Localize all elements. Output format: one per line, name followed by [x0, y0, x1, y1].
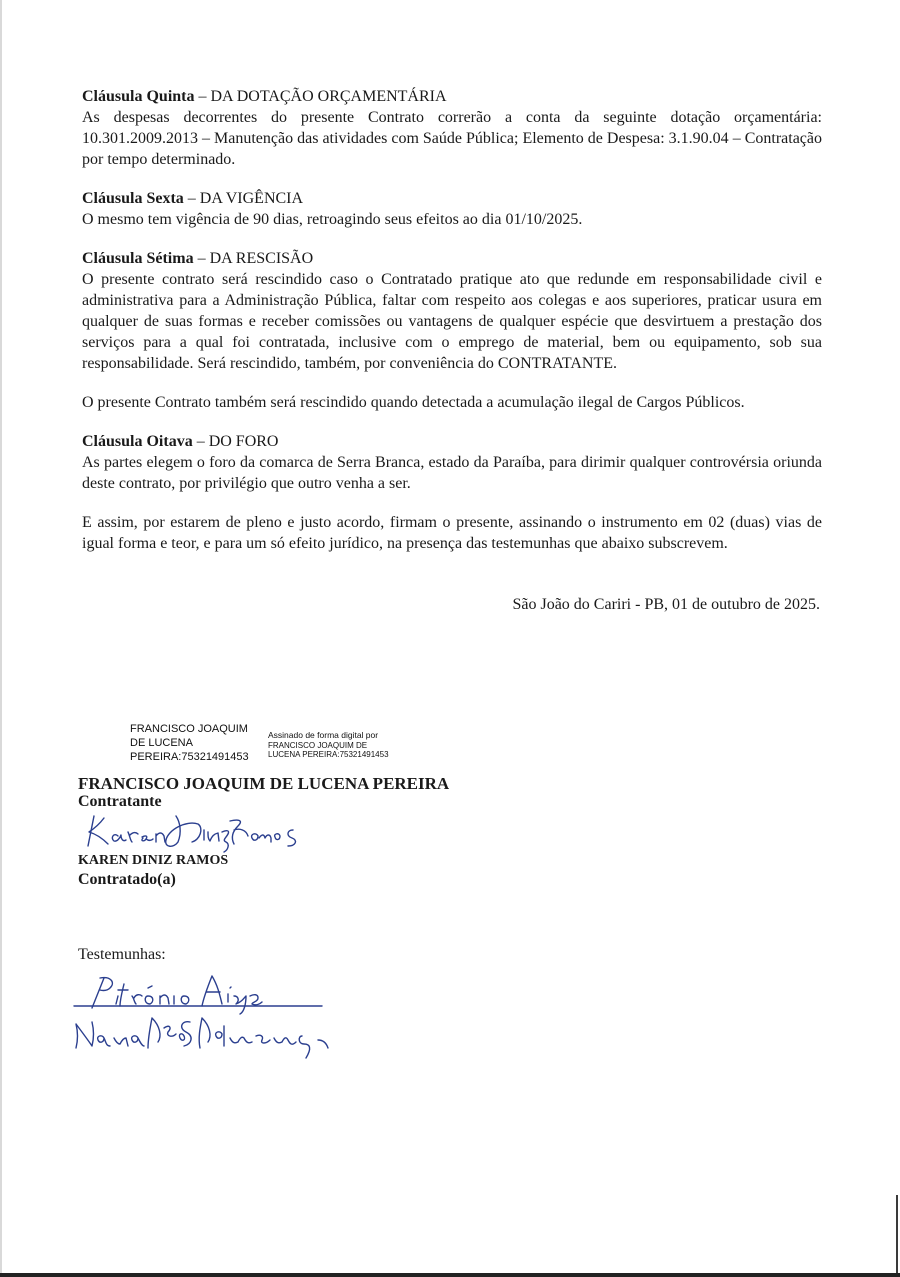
contratado-role: Contratado(a) [78, 871, 176, 888]
clause-subject: – DO FORO [192, 433, 279, 450]
note-line: FRANCISCO JOAQUIM DE [268, 740, 368, 750]
note-line: Assinado de forma digital por [268, 730, 379, 740]
witness-signatures [66, 966, 356, 1062]
clause-paragraph: As partes elegem o foro da comarca de Serra Branca, estado da Paraíba, para dirimir qualquer controvérsia oriunda deste contrato, por privilégio que outro venha a ser. [82, 454, 822, 492]
note-line: LUCENA PEREIRA:75321491453 [268, 750, 389, 759]
clause-number: Cláusula Sétima [82, 250, 194, 267]
clause-setima [82, 248, 822, 413]
clause-number: Cláusula Oitava [82, 433, 193, 450]
clause-number: Cláusula Quinta [82, 88, 195, 105]
clause-heading [82, 188, 822, 209]
clause-paragraph: As despesas decorrentes do presente Contrato correrão a conta da seguinte dotação orçamentária: 10.301.2009.2013 – Manutenção das atividades com Saúde Pública; Elemento de Despesa: 3.1.90.04 – Contratação por tempo determinado. [82, 109, 822, 168]
digital-signature-note [268, 731, 428, 760]
scan-edge-bottom [0, 1273, 900, 1277]
signer-line: PEREIRA:75321491453 [130, 751, 249, 763]
clause-subject: – DA DOTAÇÃO ORÇAMENTÁRIA [194, 88, 447, 105]
contratado-name: KAREN DINIZ RAMOS [78, 853, 229, 868]
signer-line: FRANCISCO JOAQUIM [130, 723, 248, 735]
clause-number: Cláusula Sexta [82, 190, 184, 207]
clause-heading [82, 248, 822, 269]
clause-sexta [82, 188, 822, 230]
scan-edge-left [0, 0, 2, 1277]
clause-heading [82, 431, 822, 452]
signer-line: DE LUCENA [130, 737, 193, 749]
clause-paragraph: O mesmo tem vigência de 90 dias, retroagindo seus efeitos ao dia 01/10/2025. [82, 211, 583, 228]
closing-paragraph: E assim, por estarem de pleno e justo acordo, firmam o presente, assinando o instrumento em 02 (duas) vias de igual forma e teor, e para um só efeito jurídico, na presença das testemunhas que abaixo subscrevem. [82, 514, 822, 552]
digital-signer-name [130, 722, 262, 764]
clause-subject: – DA RESCISÃO [193, 250, 314, 267]
clause-heading [82, 86, 822, 107]
scan-edge-right [896, 1195, 898, 1277]
contratante-name: FRANCISCO JOAQUIM DE LUCENA PEREIRA [78, 774, 450, 793]
contratante-role: Contratante [78, 793, 162, 810]
witnesses-label: Testemunhas: [78, 946, 166, 963]
contratado-handwritten-signature [80, 808, 320, 856]
clause-quinta [82, 86, 822, 170]
place-date: São João do Cariri - PB, 01 de outubro de 2025. [512, 596, 820, 613]
clause-subject: – DA VIGÊNCIA [183, 190, 304, 207]
clause-oitava [82, 431, 822, 494]
clause-paragraph: O presente Contrato também será rescindido quando detectada a acumulação ilegal de Cargos Públicos. [82, 394, 745, 411]
contract-body [82, 86, 822, 554]
clause-paragraph: O presente contrato será rescindido caso o Contratado pratique ato que redunde em responsabilidade civil e administrativa para a Administração Pública, faltar com respeito aos colegas e aos superiores, praticar usura em qualquer de suas formas e receber comissões ou vantagens de qualquer espécie que desvirtuem a prestação dos serviços para a qual foi contratada, inclusive com o emprego de material, bem ou equipamento, sob sua responsabilidade. Será rescindido, também, por conveniência do CONTRATANTE. [82, 271, 822, 372]
